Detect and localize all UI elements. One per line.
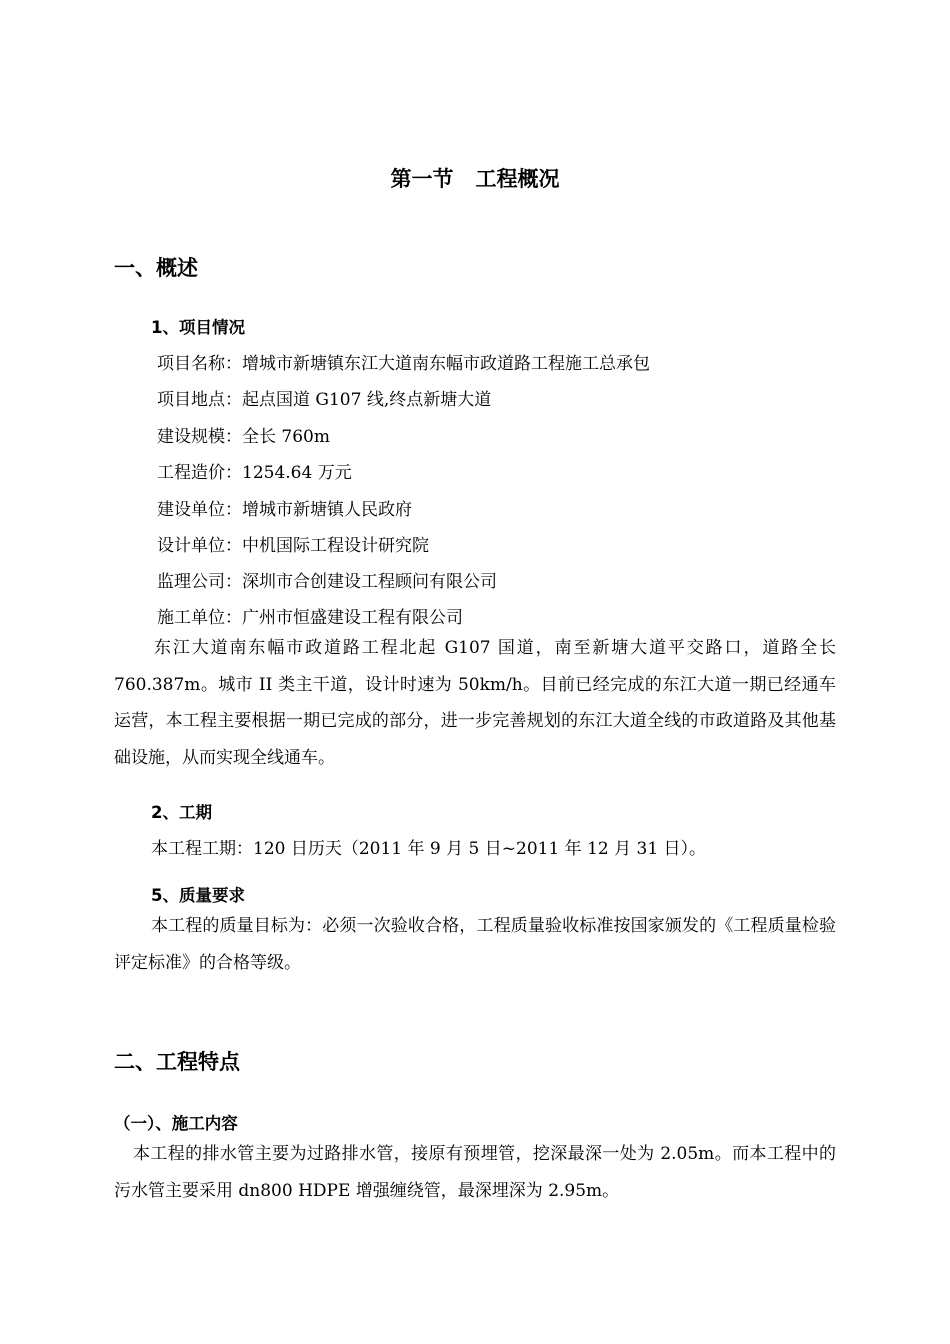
heading-features: 二、工程特点 (114, 1050, 240, 1074)
project-scale-line: 建设规模：全长 760m (157, 427, 330, 447)
construction-paragraph: 本工程的排水管主要为过路排水管，接原有预埋管，挖深最深一处为 2.05m。而本工程中的污水管主要采用 dn800 HDPE 增强缠绕管，最深埋深为 2.95m。 (114, 1144, 836, 1201)
design-unit-line: 设计单位：中机国际工程设计研究院 (157, 536, 429, 556)
project-description: 东江大道南东幅市政道路工程北起 G107 国道，南至新塘大道平交路口，道路全长 760.387m。城市 II 类主干道，设计时速为 50km/h。目前已经完成的东江大道一期已经通车运营，本工程主要根据一期已完成的部分，进一步完善规划的东江大道全线的市政道路及其他基础设施，从而实现全线通车。 (114, 638, 836, 768)
project-name-line: 项目名称：增城市新塘镇东江大道南东幅市政道路工程施工总承包 (157, 354, 650, 374)
heading-overview: 一、概述 (114, 256, 198, 280)
contractor-line: 施工单位：广州市恒盛建设工程有限公司 (157, 608, 463, 628)
heading-schedule: 2、工期 (151, 803, 212, 822)
schedule-text: 本工程工期：120 日历天（2011 年 9 月 5 日~2011 年 12 月 31 日）。 (151, 839, 707, 859)
section-title (0, 163, 950, 193)
quality-paragraph: 本工程的质量目标为：必须一次验收合格，工程质量验收标准按国家颁发的《工程质量检验评定标准》的合格等级。 (114, 916, 836, 973)
section-number: 第一节 (390, 167, 454, 191)
section-name: 工程概况 (475, 167, 560, 191)
project-location-line: 项目地点：起点国道 G107 线,终点新塘大道 (157, 390, 492, 410)
heading-project-info: 1、项目情况 (151, 318, 245, 337)
project-cost-line: 工程造价：1254.64 万元 (157, 463, 352, 483)
supervisor-line: 监理公司：深圳市合创建设工程顾问有限公司 (157, 572, 497, 592)
heading-quality: 5、质量要求 (151, 886, 245, 905)
builder-unit-line: 建设单位：增城市新塘镇人民政府 (157, 500, 412, 520)
heading-construction-content: （一）、施工内容 (114, 1114, 238, 1133)
